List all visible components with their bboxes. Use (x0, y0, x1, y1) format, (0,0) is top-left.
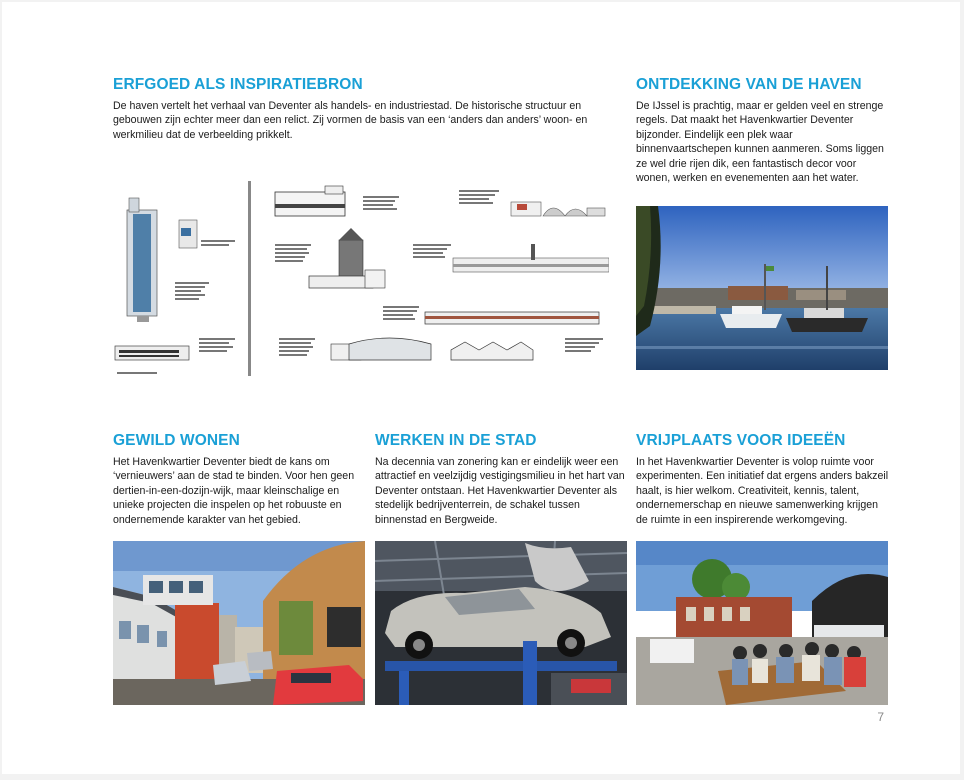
heritage-buildings-illustration (113, 178, 609, 376)
outdoor-terrace-people-photo (636, 541, 888, 705)
section-body: Het Havenkwartier Deventer biedt de kans om ‘vernieuwers’ aan de stad te binden. Voor hen geen dertien-in-een-dozijn-wijk, maar kleinschalige en unieke projecten die inspelen op het robuuste en ondernemende karakter van het gebied. (113, 456, 355, 526)
section-vrijplaats (636, 432, 892, 527)
harbour-photo (636, 206, 888, 370)
garage-classic-car-photo (375, 541, 627, 705)
street-housing-photo (113, 541, 365, 705)
section-werken (375, 432, 631, 527)
section-title: ERFGOED ALS INSPIRATIEBRON (113, 76, 363, 93)
page-number: 7 (877, 710, 884, 724)
section-title: ONTDEKKING VAN DE HAVEN (636, 76, 862, 93)
section-body: Na decennia van zonering kan er eindelijk weer een attractief en veelzijdig vestigingsmilieu in het hart van Deventer ontstaan. Het Havenkwartier Deventer als stedelijk bedrijventerrein, de schakel tussen binnenstad en Bergweide. (375, 456, 625, 526)
section-erfgoed (113, 76, 591, 142)
section-body: In het Havenkwartier Deventer is volop ruimte voor experimenten. Een initiatief dat ergens anders bakzeil haalt, is hier welkom. Creativiteit, kennis, talent, ondernemerschap en nieuwe samenwerking krijgen de ruimte in een inspirerende werkomgeving. (636, 456, 889, 526)
section-body: De IJssel is prachtig, maar er gelden veel en strenge regels. Dat maakt het Havenkwartier Deventer bijzonder. Eindelijk een plek waar binnenvaartschepen kunnen aanmeren. Soms liggen ze wel drie rijen dik, een fantastisch decor voor wonen, werken en evenementen aan het water. (636, 100, 884, 185)
section-body: De haven vertelt het verhaal van Deventer als handels- en industriestad. De historische structuur en gebouwen zijn echter meer dan een relict. Zij vormen de basis van een ‘anders dan anders’ woon- en werkmilieu dat de verbeelding prikkelt. (113, 100, 588, 141)
page (2, 2, 960, 774)
section-wonen (113, 432, 365, 527)
section-title: GEWILD WONEN (113, 432, 240, 449)
section-title: WERKEN IN DE STAD (375, 432, 537, 449)
section-ontdekking (636, 76, 890, 185)
section-title: VRIJPLAATS VOOR IDEEËN (636, 432, 846, 449)
